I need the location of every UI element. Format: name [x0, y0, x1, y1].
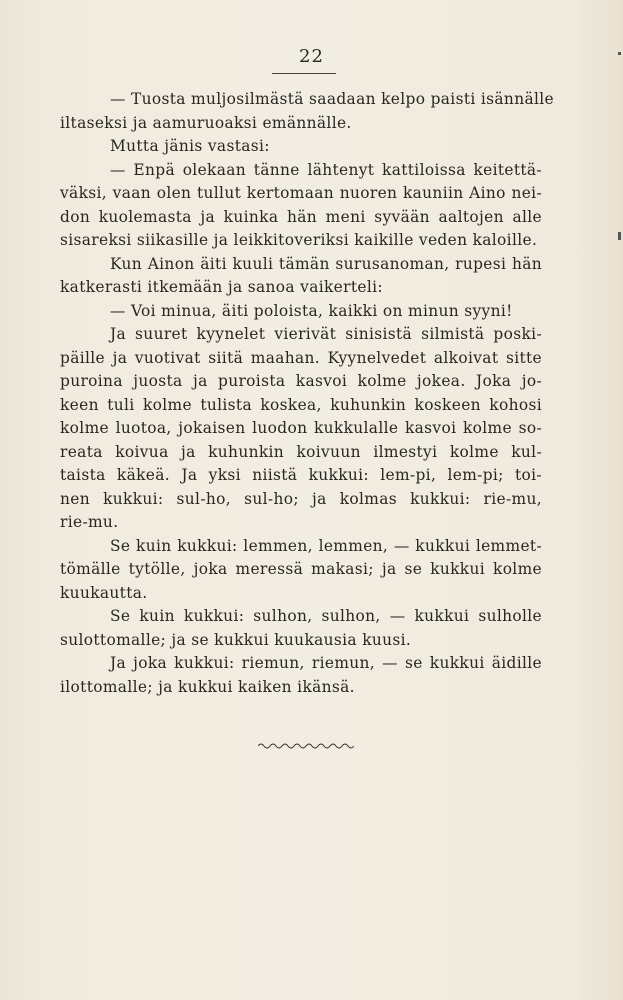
text-line: Kun Ainon äiti kuuli tämän surusanoman, rupesi hän [110, 254, 542, 273]
text-line: sisareksi siikasille ja leikkitoveriksi kaikille veden kaloille. [60, 231, 538, 249]
text-line: puroina juosta ja puroista kasvoi kolme jokea. Joka jo- [60, 372, 542, 390]
body-text [60, 88, 554, 699]
text-line: kolme luotoa, jokaisen luodon kukkulalle kasvoi kolme so- [60, 419, 542, 437]
text-line: rie-mu. [60, 513, 119, 531]
text-line: väksi, vaan olen tullut kertomaan nuoren kauniin Aino nei- [60, 184, 542, 202]
wavy-line-ornament-icon [258, 740, 354, 752]
text-line: Ja joka kukkui: riemun, riemun, — se kukkui äidille [110, 654, 542, 672]
edge-mark-middle [618, 232, 621, 240]
text-line: Mutta jänis vastasi: [110, 137, 270, 155]
text-line: iltaseksi ja aamuruoaksi emännälle. [60, 113, 352, 132]
text-line: päille ja vuotivat siitä maahan. Kyynelvedet alkoivat sitte [60, 348, 542, 367]
text-line: reata koivua ja kuhunkin koivuun ilmestyi kolme kul- [60, 442, 542, 461]
text-line: ilottomalle; ja kukkui kaiken ikänsä. [60, 677, 355, 696]
text-line: taista käkeä. Ja yksi niistä kukkui: lem-pi, lem-pi; toi- [60, 466, 542, 484]
text-line: nen kukkui: sul-ho, sul-ho; ja kolmas kukkui: rie-mu, [60, 489, 542, 508]
text-line: tömälle tytölle, joka meressä makasi; ja se kukkui kolme [60, 560, 542, 578]
text-line: keen tuli kolme tulista koskea, kuhunkin koskeen kohosi [60, 395, 542, 414]
text-line: don kuolemasta ja kuinka hän meni syvään aaltojen alle [60, 207, 542, 226]
edge-mark-top [618, 52, 621, 55]
text-line: Se kuin kukkui: lemmen, lemmen, — kukkui lemmet- [110, 536, 542, 555]
text-line: sulottomalle; ja se kukkui kuukausia kuusi. [60, 630, 412, 649]
text-line: kuukautta. [60, 583, 148, 602]
text-line: — Voi minua, äiti poloista, kaikki on minun syyni! [110, 301, 513, 320]
text-line: katkerasti itkemään ja sanoa vaikerteli: [60, 278, 383, 296]
text-line: Se kuin kukkui: sulhon, sulhon, — kukkui sulholle [110, 607, 542, 625]
text-line: Ja suuret kyynelet vierivät sinisistä silmistä poski- [110, 325, 542, 343]
header-rule [272, 73, 336, 74]
text-line: — Tuosta muljosilmästä saadaan kelpo paisti isännälle [110, 90, 554, 108]
text-line: — Enpä olekaan tänne lähtenyt kattiloissa keitettä- [110, 160, 542, 179]
page-number: 22 [299, 46, 324, 67]
